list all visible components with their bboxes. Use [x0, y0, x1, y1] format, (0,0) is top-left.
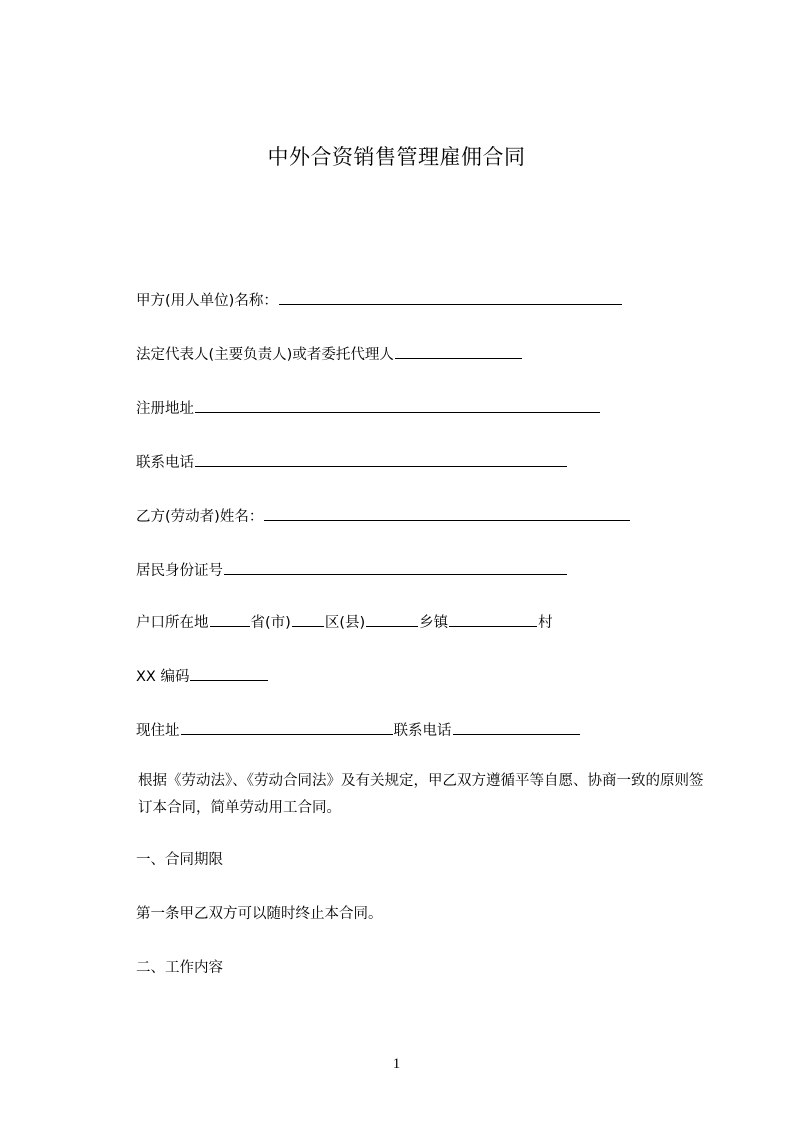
party-b-name-blank: [264, 506, 630, 521]
legal-rep-line: [136, 344, 523, 365]
hukou-blank-3: [366, 612, 418, 627]
hukou-blank-4: [449, 612, 537, 627]
code-label: XX 编码: [136, 669, 190, 685]
legal-rep-label: 法定代表人(主要负责人)或者委托代理人: [136, 347, 394, 363]
party-b-name-line: [136, 506, 631, 527]
phone-b-label: 联系电话: [393, 723, 452, 739]
legal-rep-blank: [395, 344, 522, 359]
phone-a-blank: [195, 452, 567, 467]
reg-address-line: [136, 398, 601, 419]
section2-heading: 二、工作内容: [136, 960, 223, 976]
reg-address-label: 注册地址: [136, 401, 194, 417]
hukou-blank-2: [292, 612, 324, 627]
party-b-name-label: 乙方(劳动者)姓名：: [136, 509, 264, 525]
reg-address-blank: [195, 398, 600, 413]
party-a-name-label: 甲方(用人单位)名称：: [136, 293, 278, 309]
hukou-line: [136, 612, 553, 633]
document-title: 中外合资销售管理雇佣合同: [267, 145, 526, 169]
phone-a-label: 联系电话: [136, 455, 194, 471]
hukou-blank-1: [210, 612, 250, 627]
id-number-blank: [224, 560, 567, 575]
code-line: [136, 666, 269, 687]
phone-a-line: [136, 452, 568, 473]
town-label: 乡镇: [419, 615, 449, 631]
section1-heading: 一、合同期限: [136, 852, 223, 868]
current-address-line: [136, 720, 581, 741]
current-address-blank: [181, 720, 393, 735]
phone-b-blank: [453, 720, 580, 735]
party-a-name-blank: [279, 290, 622, 305]
id-number-label: 居民身份证号: [136, 563, 223, 579]
village-label: 村: [538, 615, 553, 631]
hukou-label: 户口所在地: [136, 615, 209, 631]
page-number: 1: [392, 1056, 401, 1072]
party-a-name-line: [136, 290, 623, 311]
province-label: 省(市): [250, 615, 291, 631]
code-blank: [190, 666, 268, 681]
id-number-line: [136, 560, 568, 581]
intro-text: 根据《劳动法》、《劳动合同法》及有关规定，甲乙双方遵循平等自愿、协商一致的原则签订本合同，简单劳动用工合同。: [138, 773, 704, 816]
article1-text: 第一条甲乙双方可以随时终止本合同。: [136, 906, 383, 922]
intro-paragraph: [104, 768, 704, 822]
district-label: 区(县): [324, 615, 366, 631]
current-address-label: 现住址: [136, 723, 180, 739]
